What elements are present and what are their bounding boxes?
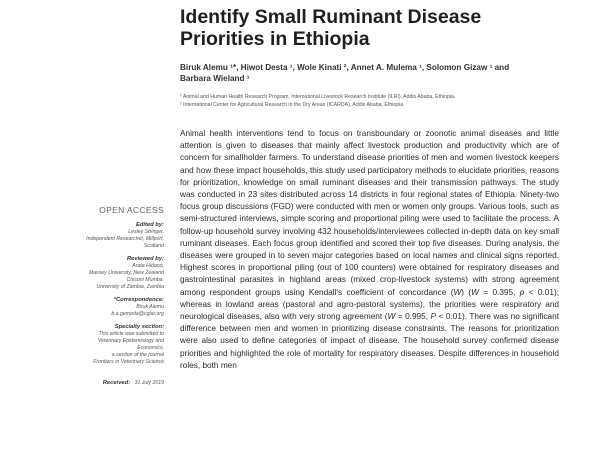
title-line-3: Priorities in Ethiopia	[180, 28, 370, 50]
correspondent-email[interactable]: b.a.gemeda@cgiar.org	[111, 311, 164, 317]
affiliation-2: ² International Center for Agricultural Research in the Dry Areas (ICARDA), Addis Ababa, Ethiopia	[180, 102, 404, 108]
specialty-line-5: Frontiers in Veterinary Science	[93, 359, 164, 365]
reviewer-1-name: Arata Hidano,	[132, 263, 164, 269]
edited-by-block	[52, 221, 164, 250]
edited-by-heading: Edited by:	[135, 222, 164, 228]
affiliation-1: ¹ Animal and Human Health Research Program, International Livestock Research Institute (ILRI), Addis Ababa, Ethiopia,	[180, 94, 456, 100]
correspondence-block	[52, 296, 164, 318]
affiliations	[180, 93, 560, 109]
editor-location: Scotland	[143, 243, 164, 249]
abstract-part-4: < 0.01); whereas in lowland areas (pastoral and agro-pastoral systems), the priorities were respiratory and neurological diseases, also with very strong agreement (	[180, 287, 559, 322]
specialty-line-3: Economics,	[137, 345, 164, 351]
specialty-line-4: a section of the journal	[111, 352, 164, 358]
received-date: 31 July 2019	[134, 380, 164, 386]
author-line-2: Barbara Wieland ¹	[180, 74, 250, 83]
specialty-line-2: Veterinary Epidemiology and	[97, 338, 164, 344]
editor-affiliation: Independent Researcher, Millport,	[86, 236, 164, 242]
abstract-p-1: p	[519, 287, 525, 297]
abstract-part-3: = 0.395,	[478, 287, 520, 297]
author-line-1: Biruk Alemu ¹*, Hiwot Desta ¹, Wole Kinati ², Annet A. Mulema ¹, Solomon Gizaw ¹ and	[180, 63, 510, 72]
specialty-line-1: This article was submitted to	[98, 331, 164, 337]
title-line-2: Identify Small Ruminant Disease	[180, 6, 482, 28]
reviewer-2-name: Chisoni Mumba,	[126, 277, 164, 283]
editor-name: Lesley Stringer,	[128, 229, 164, 235]
reviewer-2-affiliation: University of Zambia, Zambia	[96, 284, 164, 290]
abstract-part-1: Animal health interventions tend to focus on transboundary or zoonotic animal diseases and little attention is given to diseases that mainly affect livestock production and productivity which are of concern for smallholder farmers. To understand disease priorities of men and women livestock keepers and how these impact households, this study used participatory methods to elucidate priorities, reasons for prioritization, knowledge on small ruminant diseases and their transmission pathways. The study was conducted in 23 sites distributed across 14 districts in four regional states of Ethiopia. Ninety-two focus group discussions (FGD) were conducted with men or women only groups. Various tools, such as semi-structured interviews, simple scoring and proportional piling were used to facilitate the process. A follow-up household survey involving 432 households/interviewees collected in-depth data on key small ruminant diseases. Each focus group identified and scored their top five diseases. During analysis, the diseases were grouped in to seven major categories based on local names and clinical signs reported. Highest scores in proportional piling (out of 100 counters) were obtained for respiratory diseases and gastrointestinal parasites in highland areas (mixed crop-livestock systems) with strong agreement among respondent groups using Kendall's coefficient of concordance (	[180, 129, 559, 297]
correspondence-heading: *Correspondence:	[113, 297, 164, 303]
abstract-text	[180, 128, 559, 372]
reviewed-by-block	[52, 255, 164, 291]
abstract-part-5: = 0.995,	[395, 312, 431, 322]
reviewer-1-affiliation: Massey University, New Zealand	[88, 270, 164, 276]
abstract-part-6: < 0.01). There was no significant difference between men and women in prioritizing disease constraints. The reasons for prioritization were also used to define categories of impact of disease. The household survey confirmed disease priorities and highlighted the role of mortality for respiratory diseases. Despite differences in household roles, both men	[180, 312, 559, 370]
abstract-p-2: P	[430, 312, 437, 322]
specialty-heading: Specialty section:	[114, 324, 164, 330]
correspondent-name: Biruk Alemu	[136, 304, 164, 310]
abstract-w-1: W	[453, 287, 462, 297]
author-list	[180, 62, 560, 84]
abstract-part-2: ) (	[461, 287, 472, 297]
specialty-block	[52, 323, 164, 366]
reviewed-by-heading: Reviewed by:	[126, 256, 164, 262]
abstract-w-2: W	[471, 287, 479, 297]
abstract-w-3: W	[387, 312, 396, 322]
open-access-label: OPEN ACCESS	[99, 205, 164, 215]
received-label: Received:	[102, 380, 131, 386]
received-block	[52, 371, 164, 389]
article-sidebar	[52, 205, 164, 394]
article-title	[180, 0, 590, 50]
